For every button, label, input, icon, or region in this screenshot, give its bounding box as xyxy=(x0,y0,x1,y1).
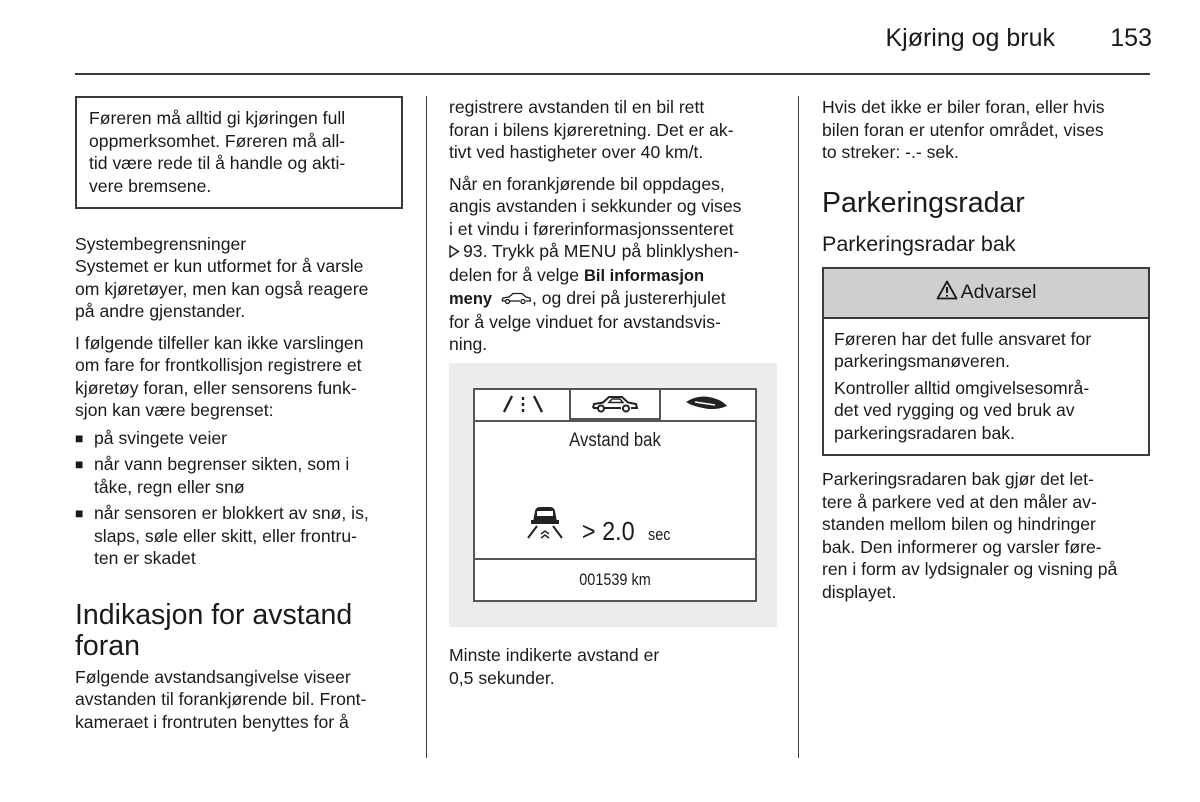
text-line: på andre gjenstander. xyxy=(75,301,246,321)
menu-term: Bil informasjon xyxy=(583,266,705,285)
text-line: tere å parkere ved at den måler av- xyxy=(822,491,1097,512)
text-line: foran i bilens kjøreretning. Det er ak- xyxy=(449,119,734,140)
paragraph xyxy=(822,96,1152,164)
text-line: Systemet er kun utformet for å varsle xyxy=(75,256,364,276)
column-divider-1 xyxy=(426,96,427,758)
running-header-title: Kjøring og bruk xyxy=(885,24,1055,52)
text-line: displayet. xyxy=(822,581,897,602)
warning-box xyxy=(822,267,1150,457)
paragraph xyxy=(449,96,779,164)
notice-box xyxy=(75,96,403,209)
warning-triangle-icon xyxy=(936,280,958,306)
display-screen-title: Avstand bak xyxy=(569,430,661,451)
text-line: tåke, regn eller snø xyxy=(94,476,245,497)
distance-value: > 2.0 xyxy=(581,516,635,546)
column-2 xyxy=(449,96,779,356)
warning-body xyxy=(824,319,1148,455)
square-bullet-icon: ■ xyxy=(75,456,84,472)
text-line: tivt ved hastigheter over 40 km/t. xyxy=(449,142,704,162)
text-line: Parkeringsradaren bak gjør det let- xyxy=(822,469,1094,489)
column-divider-2 xyxy=(798,96,799,758)
bullet-item xyxy=(75,502,405,570)
text-line: to streker: -.- sek. xyxy=(822,142,959,162)
text-line: når sensoren er blokkert av snø, is, xyxy=(94,503,369,523)
section-heading-parking-radar: Parkeringsradar xyxy=(822,186,1025,219)
column-1 xyxy=(75,96,405,733)
text-fragment: på blinklyshen- xyxy=(621,241,739,261)
warning-header xyxy=(824,269,1148,319)
text-line: Hvis det ikke er biler foran, eller hvis xyxy=(822,97,1105,117)
text-line: bilen foran er utenfor området, vises xyxy=(822,119,1104,140)
heading-line: foran xyxy=(75,629,140,662)
menu-key-label: MENU xyxy=(563,241,617,261)
info-display-screen xyxy=(473,388,757,602)
text-line: på svingete veier xyxy=(94,427,228,448)
text-line: om fare for frontkollisjon registrere et xyxy=(75,355,362,375)
text-line: bak. Den informerer og varsler føre- xyxy=(822,536,1102,557)
menu-term: meny xyxy=(449,290,493,308)
text-line: i et vindu i førerinformasjonssenteret xyxy=(449,218,734,239)
text-line: Kontroller alltid omgivelsesområ- xyxy=(834,377,1090,398)
text-line: slaps, søle eller skitt, eller frontru- xyxy=(94,525,358,546)
bullet-item xyxy=(75,453,405,498)
text-line: Føreren har det fulle ansvaret for xyxy=(834,328,1092,349)
text-line: sjon kan være begrenset: xyxy=(75,400,274,420)
text-line: 0,5 sekunder. xyxy=(449,667,555,688)
odometer-reading: 001539 km xyxy=(579,570,651,589)
paragraph xyxy=(449,173,779,356)
display-illustration xyxy=(449,363,777,627)
text-line: avstanden til forankjørende bil. Front- xyxy=(75,689,367,709)
text-line: når vann begrenser sikten, som i xyxy=(94,454,350,474)
text-fragment: delen for å velge xyxy=(449,264,580,285)
car-outline-icon xyxy=(500,288,532,311)
paragraph xyxy=(75,255,405,323)
text-line: parkeringsradaren bak. xyxy=(834,422,1015,443)
square-bullet-icon: ■ xyxy=(75,429,84,446)
text-line: ren i form av lydsignaler og visning på xyxy=(822,559,1118,579)
paragraph xyxy=(75,666,405,734)
traffic-sign-icon xyxy=(675,390,737,418)
notice-line: tid være rede til å handle og akti- xyxy=(89,153,346,173)
text-line: ning. xyxy=(449,334,488,354)
text-line: kjøretøy foran, eller sensorens funk- xyxy=(75,377,357,398)
text-line: kameraet i frontruten benyttes for å xyxy=(75,711,349,732)
tab-underline xyxy=(475,420,755,422)
page-number: 153 xyxy=(1110,24,1152,52)
text-line: Følgende avstandsangivelse viseer xyxy=(75,666,351,687)
text-line xyxy=(449,287,779,311)
header-rule xyxy=(75,73,1150,75)
text-line: det ved rygging og ved bruk av xyxy=(834,400,1075,420)
text-line: standen mellom bilen og hindringer xyxy=(822,514,1096,534)
paragraph xyxy=(449,644,779,689)
text-line xyxy=(449,264,779,288)
paragraph xyxy=(822,468,1152,603)
subheading-system-limits: Systembegrensninger xyxy=(75,234,247,254)
page-reference-arrow-icon xyxy=(449,241,460,264)
text-line xyxy=(449,240,779,264)
paragraph xyxy=(75,332,405,422)
heading-line: Indikasjon for avstand xyxy=(75,598,353,631)
notice-line: vere bremsene. xyxy=(89,175,212,196)
text-line: angis avstanden i sekkunder og vises xyxy=(449,196,742,216)
text-line: registrere avstanden til en bil rett xyxy=(449,97,705,117)
section-heading xyxy=(75,600,405,662)
text-line: Når en forankjørende bil oppdages, xyxy=(449,173,725,194)
text-line: Minste indikerte avstand er xyxy=(449,645,660,665)
display-separator xyxy=(475,558,755,560)
text-fragment: , og drei på justererhjulet xyxy=(532,288,726,308)
text-line: parkeringsmanøveren. xyxy=(834,351,1011,371)
bullet-item xyxy=(75,427,405,450)
following-distance-icon xyxy=(525,502,565,545)
square-bullet-icon: ■ xyxy=(75,505,84,521)
display-tab-bar xyxy=(475,390,755,422)
warning-title: Advarsel xyxy=(960,281,1037,303)
distance-unit: sec xyxy=(647,525,671,544)
text-line: for å velge vinduet for avstandsvis- xyxy=(449,311,721,332)
distance-readout xyxy=(525,502,672,547)
car-outline-icon xyxy=(569,390,661,420)
lane-departure-icon xyxy=(493,390,553,418)
notice-line: Føreren må alltid gi kjøringen full xyxy=(89,108,346,128)
reference-text: 93. Trykk på xyxy=(463,241,559,261)
column-3 xyxy=(822,96,1152,603)
notice-line: oppmerksomhet. Føreren må all- xyxy=(89,130,346,151)
subheading-rear-parking-radar: Parkeringsradar bak xyxy=(822,231,1016,256)
text-line: I følgende tilfeller kan ikke varslingen xyxy=(75,332,364,353)
text-line: ten er skadet xyxy=(94,548,196,568)
text-line: om kjøretøyer, men kan også reagere xyxy=(75,278,369,299)
